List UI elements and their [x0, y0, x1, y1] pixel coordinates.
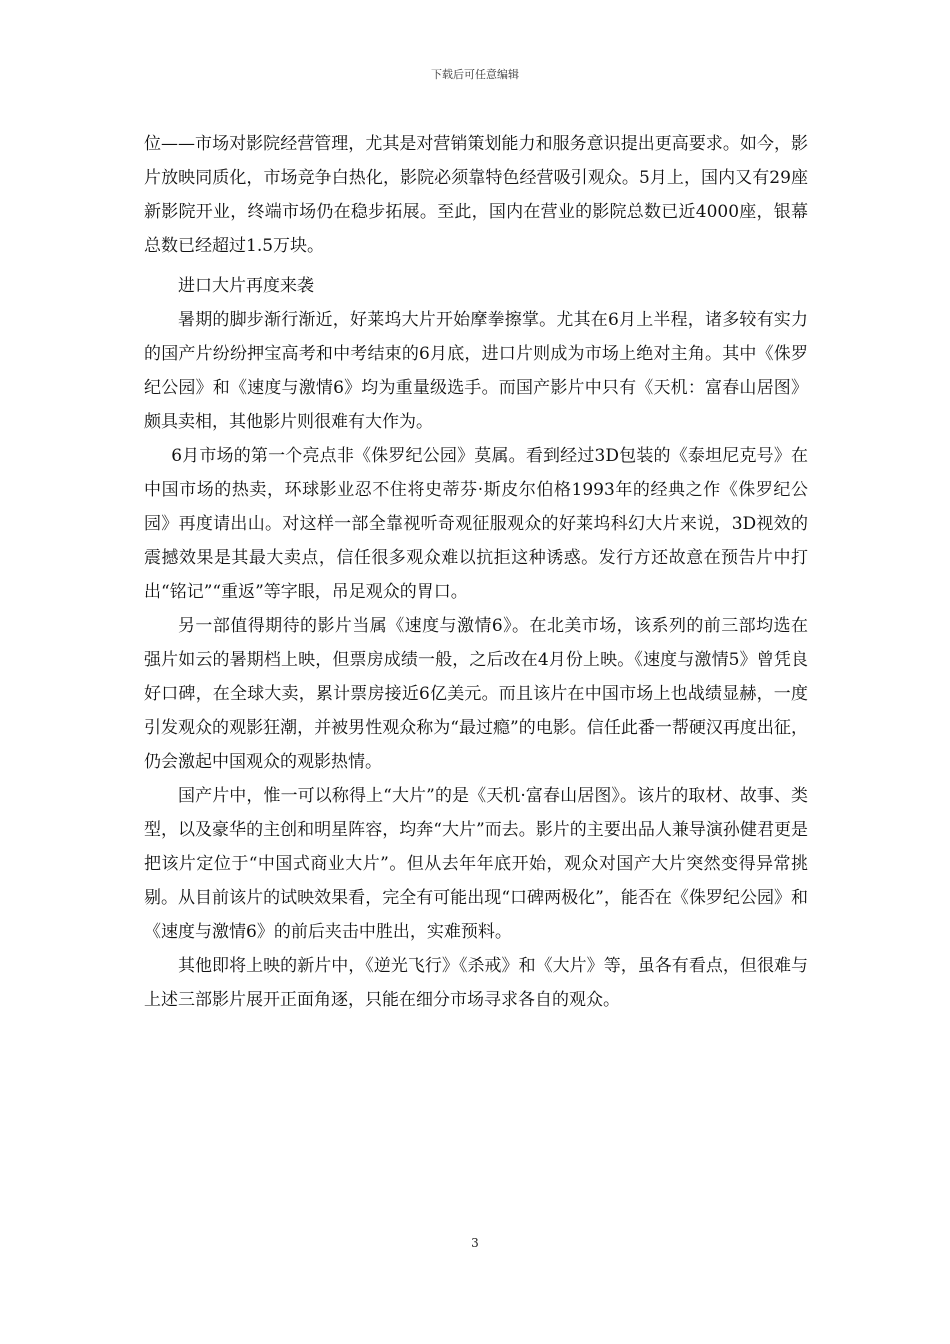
paragraph: 其他即将上映的新片中，《逆光飞行》《杀戒》和《大片》等，虽各有看点，但很难与上述三部影片展开正面角逐，只能在细分市场寻求各自的观众。: [144, 956, 808, 1010]
page-header: 下载后可任意编辑: [431, 68, 519, 81]
paragraph: 国产片中，惟一可以称得上“大片”的是《天机·富春山居图》。该片的取材、故事、类型，以及豪华的主创和明星阵容，均奔“大片”而去。影片的主要出品人兼导演孙健君更是把该片定位于“中国式商业大片”。但从去年年底开始，观众对国产大片突然变得异常挑剔。从目前该片的试映效果看，完全有可能出现“口碑两极化”，能否在《侏罗纪公园》和《速度与激情6》的前后夹击中胜出，实难预料。: [144, 786, 808, 942]
body-text: [144, 127, 808, 1017]
section-heading: 进口大片再度来袭: [178, 276, 314, 296]
paragraph: 6月市场的第一个亮点非《侏罗纪公园》莫属。看到经过3D包装的《泰坦尼克号》在中国市场的热卖，环球影业忍不住将史蒂芬·斯皮尔伯格1993年的经典之作《侏罗纪公园》再度请出山。对这样一部全靠视听奇观征服观众的好莱坞科幻大片来说，3D视效的震撼效果是其最大卖点，信任很多观众难以抗拒这种诱惑。发行方还故意在预告片中打出“铭记”“重返”等字眼，吊足观众的胃口。: [144, 446, 808, 602]
paragraph: 暑期的脚步渐行渐近，好莱坞大片开始摩拳擦掌。尤其在6月上半程，诸多较有实力的国产片纷纷押宝高考和中考结束的6月底，进口片则成为市场上绝对主角。其中《侏罗纪公园》和《速度与激情6》均为重量级选手。而国产影片中只有《天机：富春山居图》颇具卖相，其他影片则很难有大作为。: [144, 310, 808, 432]
paragraph: 另一部值得期待的影片当属《速度与激情6》。在北美市场，该系列的前三部均选在强片如云的暑期档上映，但票房成绩一般，之后改在4月份上映。《速度与激情5》曾凭良好口碑，在全球大卖，累计票房接近6亿美元。而且该片在中国市场上也战绩显赫，一度引发观众的观影狂潮，并被男性观众称为“最过瘾”的电影。信任此番一帮硬汉再度出征，仍会激起中国观众的观影热情。: [144, 616, 808, 772]
paragraph-continuation: 位——市场对影院经营管理，尤其是对营销策划能力和服务意识提出更高要求。如今，影片放映同质化，市场竞争白热化，影院必须靠特色经营吸引观众。5月上，国内又有29座新影院开业，终端市场仍在稳步拓展。至此，国内在营业的影院总数已近4000座，银幕总数已经超过1.5万块。: [144, 134, 808, 256]
page-number: 3: [471, 1236, 479, 1250]
